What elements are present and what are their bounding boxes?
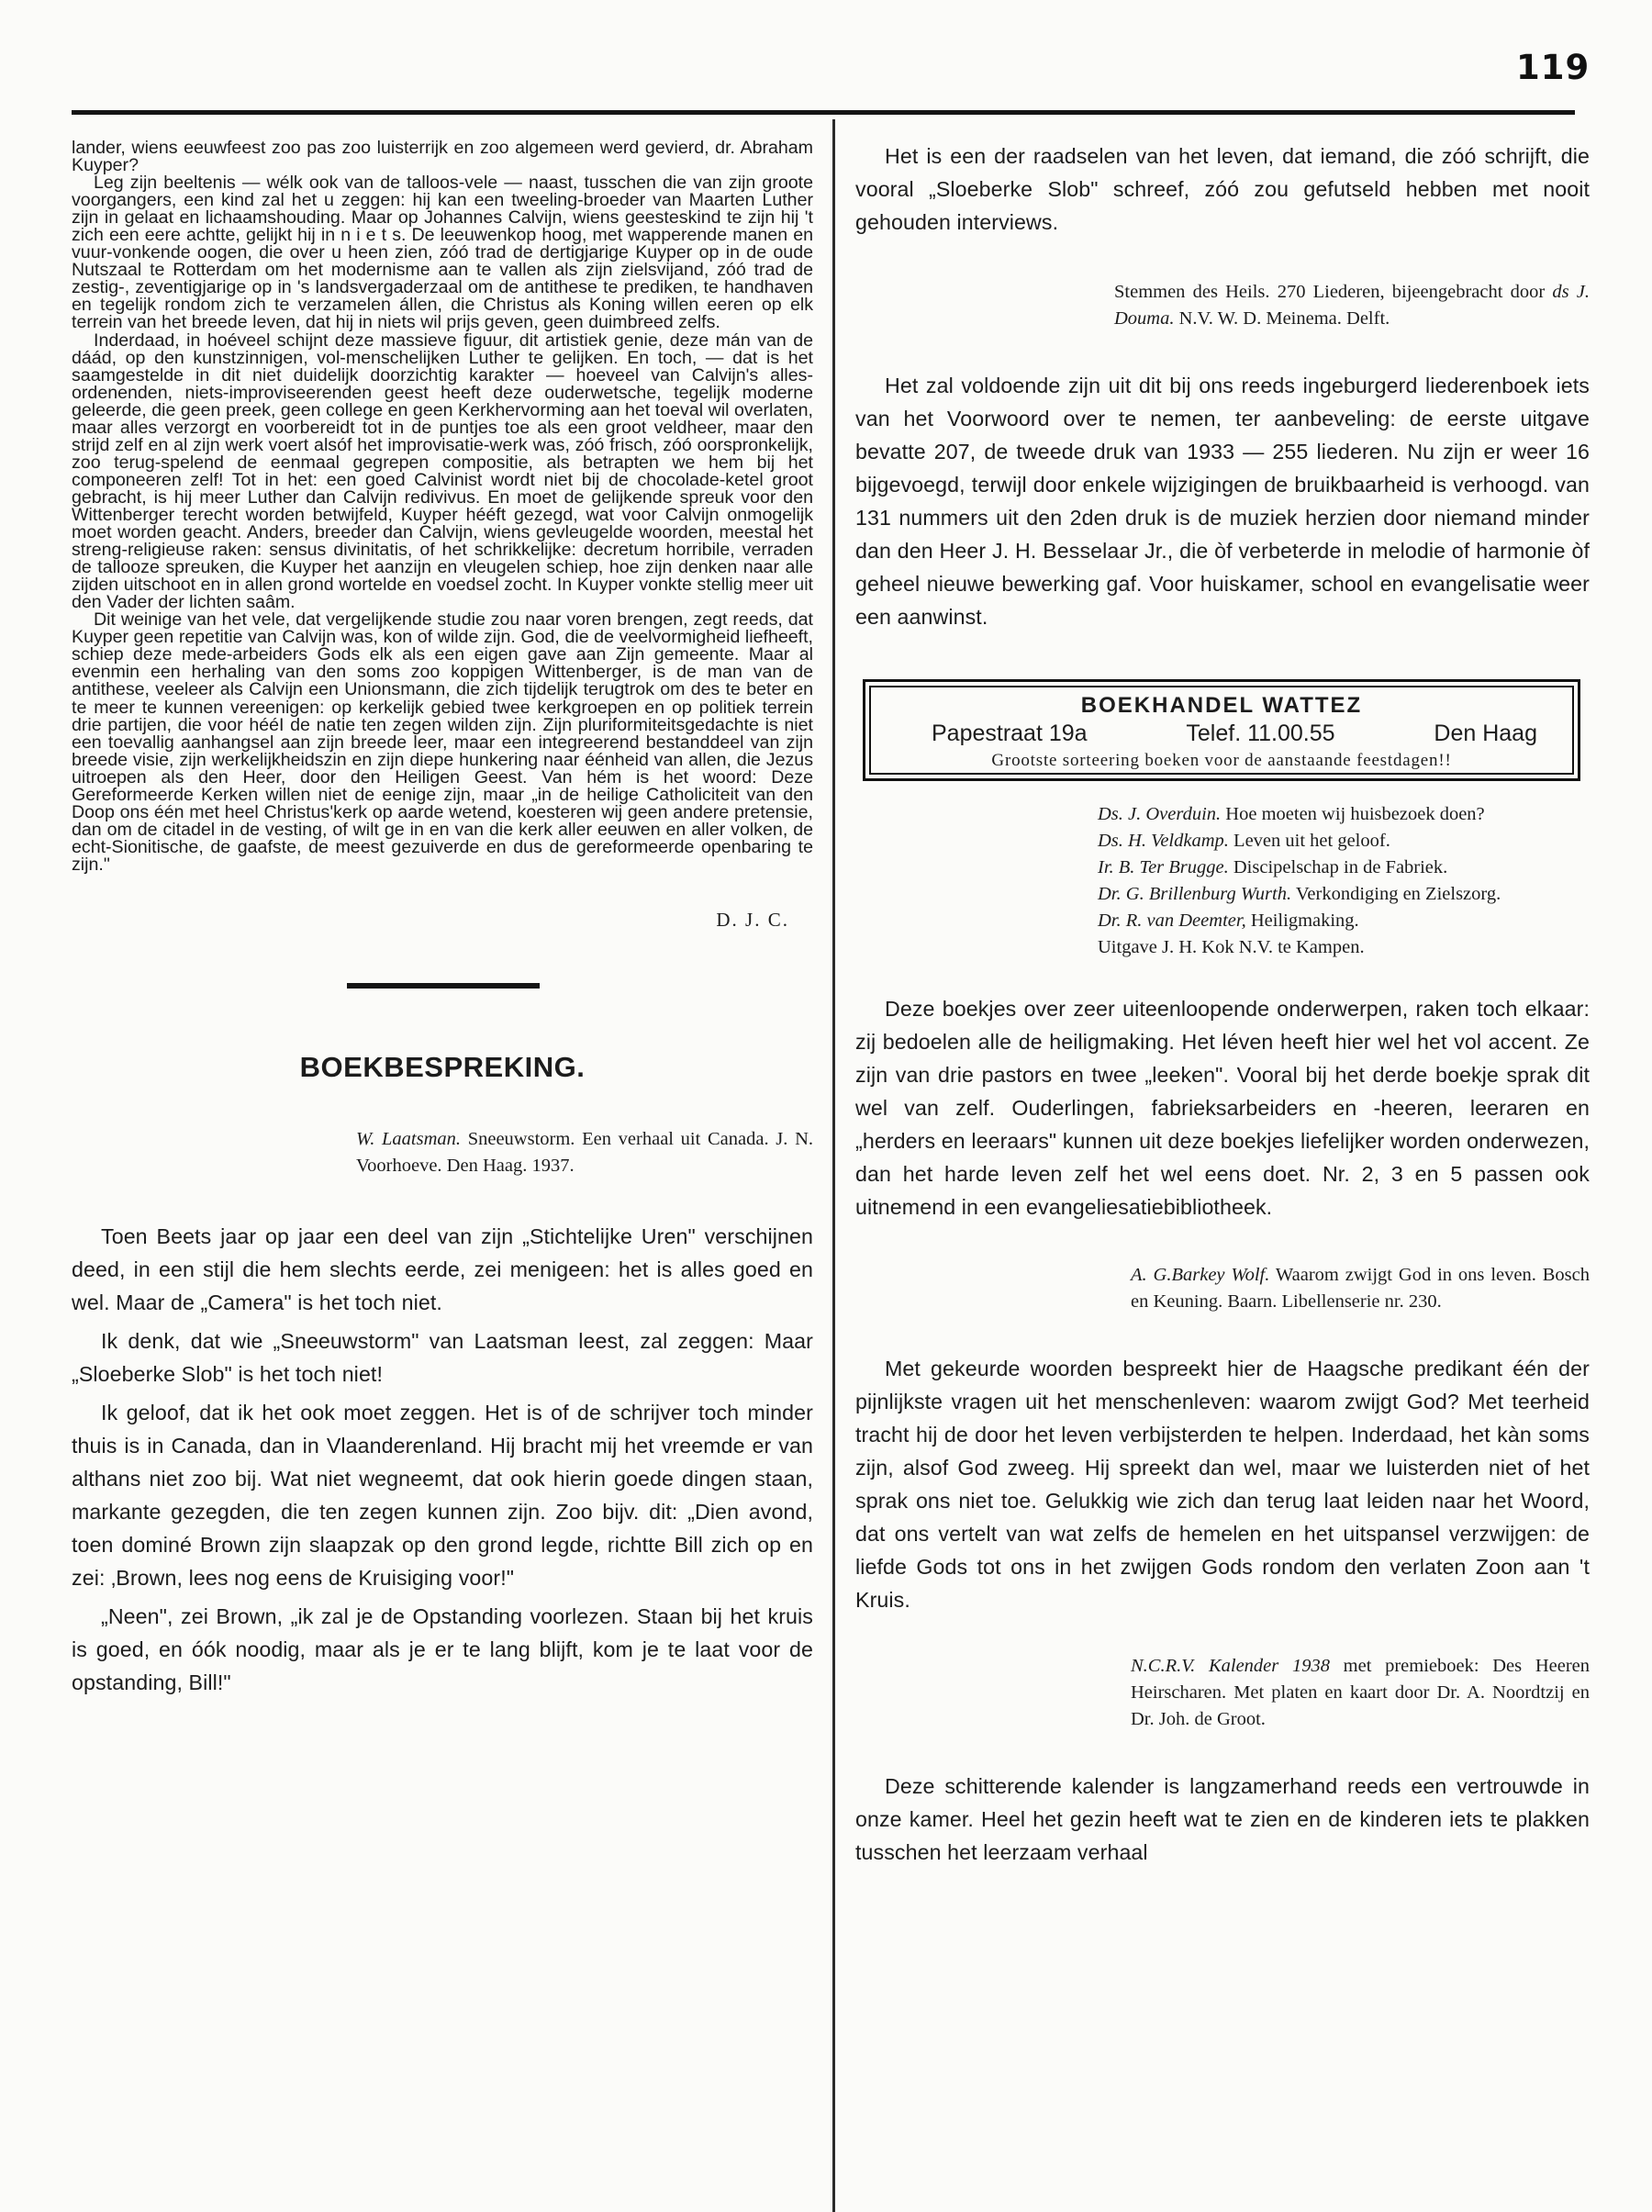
citation-author: W. Laatsman.	[356, 1128, 462, 1149]
column-divider	[832, 119, 835, 2212]
citation-author: Ds. J. Overduin.	[1098, 804, 1222, 824]
citation-text: Leven uit het geloof.	[1233, 831, 1390, 851]
page-number: 119	[1516, 48, 1591, 87]
citation-text: Uitgave J. H. Kok N.V. te Kampen.	[1098, 937, 1365, 957]
ad-address	[865, 721, 1578, 747]
section-rule	[347, 983, 540, 989]
book-citation	[855, 279, 1590, 332]
header-rule	[72, 110, 1575, 115]
review-paragraph: Ik geloof, dat ik het ook moet zeggen. Het is of de schrijver toch minder thuis is in Canada, dan in Vlaanderenland. Hij bracht mij het vreemde er van althans niet zoo bij. Wat niet wegneemt, dat ook hierin goede dingen staan, markante gezegden, die ten zegen kunnen zijn. Zoo bijv. dit: „Dien avond, toen dominé Brown zijn slaapzak op den grond legde, richtte Bill zich op en zei: ‚Brown, lees nog eens de Kruisiging voor!"	[72, 1400, 813, 1590]
citation-author: Dr. G. Brillenburg Wurth.	[1098, 884, 1292, 904]
citation-list	[855, 801, 1590, 961]
article-paragraph: Inderdaad, in hoéveel schijnt deze massieve figuur, dit artistiek genie, deze mán van de dáád, op den kunstzinnigen, vol-menschelijken Luther te gelijken. En toch, — dat is het saamgestelde in dit niet duidelijk doorzichtig karakter — hoeveel van Calvijn's alles-ordenenden, niets-improviseerenden geest heeft deze ouderwetsche, tegelijk moderne geleerde, die geen preek, geen college en geen Kerkhervorming aan het toeval wil overlaten, maar alles verzorgt en voorbereidt tot in de puntjes toe als een groot veldheer, maar den strijd zelf en al zijn werk voert alsóf het improvisatie-werk was, zóó frisch, zóó oorspronkelijk, zoo terug-spelend de eenmaal gegrepen compositie, als betrapten we hem bij het componeeren zelf! Tot in het: een goed Calvinist wordt niet bij de chocolade-ketel groot gebracht, is hij meer Luther dan Calvijn redivivus. En moet de gelijkende spreuk voor den Wittenberger terecht worden betwijfeld, Kuyper hééft gezegd, wat voor Calvijn onmogelijk moet worden geacht. Anders, breeder dan Calvijn, wiens gevleugelde woorden, meestal het streng-religieuse raken: sensus divinitatis, of het schrikkelijke: decretum horribile, verraden de tallooze spreuken, die Kuyper het aanzijn en vleugelen schiep, hoe zijn denken naar alle zijden uitschoot en in allen grond wortelde en voedsel zocht. In Kuyper vonkte stellig meer uit den Vader der lichten saâm.	[72, 330, 813, 613]
review-paragraph: Deze boekjes over zeer uiteenloopende onderwerpen, raken toch elkaar: zij bedoelen alle de heiligmaking. Het léven heeft hier wel het vol accent. Ze zijn van drie pastors en twee „leeken". Vooral bij het derde boekje sprak dit wel van zelf. Ouderlingen, fabrieksarbeiders en -heeren, leeraren en „herders en leeraars" kunnen uit deze boekjes liefelijker worden onderwezen, dan het harde leven zelf het wel eens doet. Nr. 2, 3 en 5 passen ook uitnemend in een evangeliesatiebibliotheek.	[855, 997, 1590, 1219]
citation-text: Stemmen des Heils. 270 Liederen, bijeengebracht door	[1114, 282, 1546, 302]
citation-text: met premieboek: Des Heeren Heirscharen. Met platen en kaart door Dr. A. Noordtzij en Dr. Joh. de Groot.	[1131, 1656, 1591, 1729]
ad-city: Den Haag	[1434, 721, 1537, 746]
citation-text: Sneeuwstorm. Een verhaal uit Canada. J. N. Voorhoeve. Den Haag. 1937.	[356, 1128, 813, 1176]
citation-author: Ir. B. Ter Brugge.	[1098, 857, 1229, 877]
section-title: BOEKBESPREKING.	[299, 1050, 586, 1083]
review-paragraph: Ik denk, dat wie „Sneeuwstorm" van Laatsman leest, zal zeggen: Maar „Sloeberke Slob" is het toch niet!	[72, 1328, 813, 1386]
ad-shop-name: BOEKHANDEL WATTEZ	[1080, 693, 1363, 718]
book-citation	[855, 1653, 1590, 1733]
citation-author: N.C.R.V. Kalender 1938	[1131, 1656, 1330, 1676]
citation-text: Waarom zwijgt God in ons leven. Bosch en Keuning. Baarn. Libellenserie nr. 230.	[1131, 1265, 1590, 1312]
review-paragraph: „Neen", zei Brown, „ik zal je de Opstanding voorlezen. Staan bij het kruis is goed, en óók noodig, maar als je er te lang blijft, kom je te laat voor de opstanding, Bill!"	[72, 1603, 813, 1694]
right-column	[855, 140, 1590, 1869]
citation-text: Verkondiging en Zielszorg.	[1295, 884, 1501, 904]
list-item	[855, 855, 1590, 881]
review-paragraph: Toen Beets jaar op jaar een deel van zijn „Stichtelijke Uren" verschijnen deed, in een stijl die hem slechts eerde, zei menigeen: het is alles goed en wel. Maar de „Camera" is het toch niet.	[72, 1223, 813, 1314]
list-item	[855, 908, 1590, 934]
ad-tagline: Grootste sorteering boeken voor de aanstaande feestdagen!!	[991, 751, 1452, 770]
article-paragraph: lander, wiens eeuwfeest zoo pas zoo luisterrijk en zoo algemeen werd gevierd, dr. Abraham Kuyper?	[72, 138, 813, 176]
review-paragraph: Deze schitterende kalender is langzamerhand reeds een vertrouwde in onze kamer. Heel het gezin heeft wat te zien en de kinderen iets te plakken tusschen het leerzaam verhaal	[855, 1774, 1590, 1864]
citation-author: A. G.Barkey Wolf.	[1131, 1265, 1270, 1285]
list-item	[855, 801, 1590, 828]
citation-text: Heiligmaking.	[1250, 910, 1359, 931]
ad-phone: Telef. 11.00.55	[1186, 721, 1335, 746]
citation-author: ds J. Douma.	[1114, 282, 1591, 329]
review-citation	[72, 1126, 813, 1179]
citation-author: Ds. H. Veldkamp.	[1098, 831, 1229, 851]
list-item	[855, 881, 1590, 908]
book-citation	[855, 1262, 1590, 1315]
article-signature: D. J. C.	[716, 908, 789, 931]
left-column	[72, 140, 813, 1699]
intro-paragraph: Het is een der raadselen van het leven, dat iemand, die zóó schrijft, die vooral „Sloeberke Slob" schreef, zóó zou gefutseld hebben met nooit gehouden interviews.	[855, 144, 1590, 234]
citation-text: Hoe moeten wij huisbezoek doen?	[1225, 804, 1485, 824]
list-item	[855, 934, 1590, 961]
citation-text: Discipelschap in de Fabriek.	[1233, 857, 1448, 877]
bookshop-advertisement	[863, 679, 1580, 781]
review-paragraph: Met gekeurde woorden bespreekt hier de Haagsche predikant één der pijnlijkste vragen uit het menschenleven: waarom zwijgt God? Met teerheid tracht hij de door het leven verbijsterden te helpen. Inderdaad, het kàn soms zijn, alsof God zweeg. Hij spreekt dan wel, maar we luisterden niet of het sprak ons niet toe. Gelukkig wie zich dan terug laat leiden naar het Woord, dat ons vertelt van wat zelfs de hemelen en het uitspansel verzwijgen: de liefde Gods tot ons in het zwijgen Gods rondom den verlaten Zoon aan 't Kruis.	[855, 1357, 1590, 1612]
ad-street: Papestraat 19a	[932, 721, 1088, 746]
list-item	[855, 828, 1590, 855]
citation-author: Dr. R. van Deemter,	[1098, 910, 1246, 931]
review-paragraph: Het zal voldoende zijn uit dit bij ons reeds ingeburgerd liederenboek iets van het Voorwoord over te nemen, ter aanbeveling: de eerste uitgave bevatte 207, de tweede druk van 1933 — 255 liederen. Nu zijn er weer 16 bijgevoegd, terwijl door enkele wijzigingen de bruikbaarheid is verhoogd. van 131 nummers uit den 2den druk is de muziek herzien door niemand minder dan den Heer J. H. Besselaar Jr., die òf verbeterde in melodie of harmonie òf geheel nieuwe bewerking gaf. Voor huiskamer, school en evangelisatie weer een aanwinst.	[855, 374, 1590, 629]
article-paragraph: Leg zijn beeltenis — wélk ook van de talloos-vele — naast, tusschen die van zijn groote voorgangers, een kind zal het u zeggen: hij kan een tweeling-broeder van Maarten Luther zijn in gelaat en lichaamshouding. Maar op Johannes Calvijn, wiens geesteskind te zijn hij 't zich een eere achtte, gelijkt hij in n i e t s. De leeuwenkop hoog, met wapperende manen en vuur-vonkende oogen, die over u heen zien, zóó trad de dertigjarige Kuyper op in de oude Nutszaal te Rotterdam om het modernisme aan te vallen als zijn zielsvijand, zóó trad de zestig-, zeventigjarige op in 's landsvergaderzaal om de antithese te prediken, te handhaven en tegelijk rondom zich te verzamelen állen, die Christus als Koning willen eeren op elk terrein van het breede leven, dat hij in niets wil prijs geven, geen duimbreed zelfs.	[72, 173, 813, 333]
citation-text: N.V. W. D. Meinema. Delft.	[1178, 308, 1390, 329]
article-paragraph: Dit weinige van het vele, dat vergelijkende studie zou naar voren brengen, zegt reeds, dat Kuyper geen repetitie van Calvijn was, kon of wilde zijn. God, die de veelvormigheid liefheeft, schiep deze mede-arbeiders Gods elk als een eigen gave aan Zijn gemeente. Maar al evenmin een herhaling van den soms zoo koppigen Wittenberger, is de man van de antithese, veeleer als Calvijn een Unionsmann, die zich tijdelijk terugtrok om des te beter en te meer te kunnen vereenigen: op kerkelijk gebied twee kerkgroepen en op politiek terrein drie partijen, die voor hééI de natie ten zegen wilden zijn. Zijn pluriformiteitsgedachte is niet een toevallig aanhangsel aan zijn breede leer, maar een integreerend bestanddeel van zijn breede visie, zijn werkelijkheidszin en zijn diepe hunkering naar éénheid van allen, die Jezus uitroepen als den Heer, door den Heiligen Geest. Van hém is het woord: Deze Gereformeerde Kerken willen niet de eenige zijn, maar „in de heilige Catholiciteit van den Doop ons één met heel Christus'kerk op aarde wetend, koesteren wij geen andere pretensie, dan om de citadel in de vesting, of wilt ge in en van die kerk aller eeuwen en aller volken, de echt-Sionitische, de gaafste, de meest gezuiverde en dus de gereformeerde openbaring te zijn."	[72, 609, 813, 875]
